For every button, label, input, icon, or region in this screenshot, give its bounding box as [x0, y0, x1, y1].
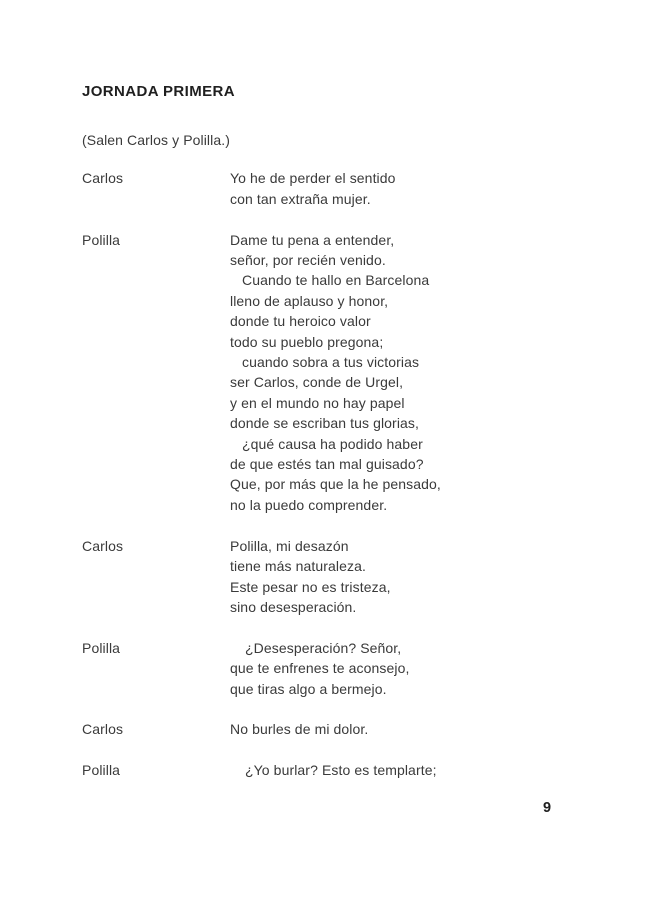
speaker-name: Carlos — [82, 170, 124, 187]
speech-lines — [230, 719, 590, 739]
speech-lines — [230, 230, 590, 516]
speaker-name: Carlos — [82, 721, 124, 738]
speech-line: ¿qué causa ha podido haber — [242, 435, 423, 452]
speech-line: Cuando te hallo en Barcelona — [242, 272, 430, 289]
speech-line: tiene más naturaleza. — [230, 558, 366, 575]
speech-line: donde tu heroico valor — [230, 313, 371, 330]
dialogue-container — [82, 168, 590, 780]
speech-line: ser Carlos, conde de Urgel, — [230, 374, 404, 391]
dialogue-block — [82, 760, 590, 780]
speech-line: donde se escriban tus glorias, — [230, 415, 419, 432]
speech-line: cuando sobra a tus victorias — [242, 354, 420, 371]
speech-lines — [230, 536, 590, 618]
speech-line: no la puedo comprender. — [230, 496, 388, 513]
speech-line: y en el mundo no hay papel — [230, 394, 405, 411]
speech-line: lleno de aplauso y honor, — [230, 292, 389, 309]
speaker-name: Polilla — [82, 762, 121, 779]
speaker-name: Carlos — [82, 537, 124, 554]
speech-line: Polilla, mi desazón — [230, 537, 349, 554]
speech-line: señor, por recién venido. — [230, 252, 386, 269]
stage-direction: (Salen Carlos y Polilla.) — [82, 132, 230, 148]
act-heading: JORNADA PRIMERA — [82, 83, 235, 100]
speech-line: que tiras algo a bermejo. — [230, 680, 387, 697]
speaker-name: Polilla — [82, 231, 121, 248]
speech-line: Yo he de perder el sentido — [230, 170, 396, 187]
speech-line: que te enfrenes te aconsejo, — [230, 660, 410, 677]
speech-line: ¿Desesperación? Señor, — [245, 639, 402, 656]
speaker-name: Polilla — [82, 639, 121, 656]
dialogue-block — [82, 719, 590, 739]
speech-line: sino desesperación. — [230, 598, 357, 615]
speech-line: ¿Yo burlar? Esto es templarte; — [245, 762, 437, 779]
page-number: 9 — [543, 800, 552, 816]
speech-line: con tan extraña mujer. — [230, 190, 371, 207]
speech-line: de que estés tan mal guisado? — [230, 456, 424, 473]
speech-lines — [230, 760, 590, 780]
speech-line: Este pesar no es tristeza, — [230, 578, 391, 595]
dialogue-block — [82, 638, 590, 699]
speech-line: todo su pueblo pregona; — [230, 333, 384, 350]
speech-line: Que, por más que la he pensado, — [230, 476, 441, 493]
dialogue-block — [82, 168, 590, 209]
speech-line: Dame tu pena a entender, — [230, 231, 395, 248]
dialogue-block — [82, 536, 590, 618]
speech-lines — [230, 168, 590, 209]
dialogue-block — [82, 230, 590, 516]
speech-line: No burles de mi dolor. — [230, 721, 369, 738]
speech-lines — [230, 638, 590, 699]
